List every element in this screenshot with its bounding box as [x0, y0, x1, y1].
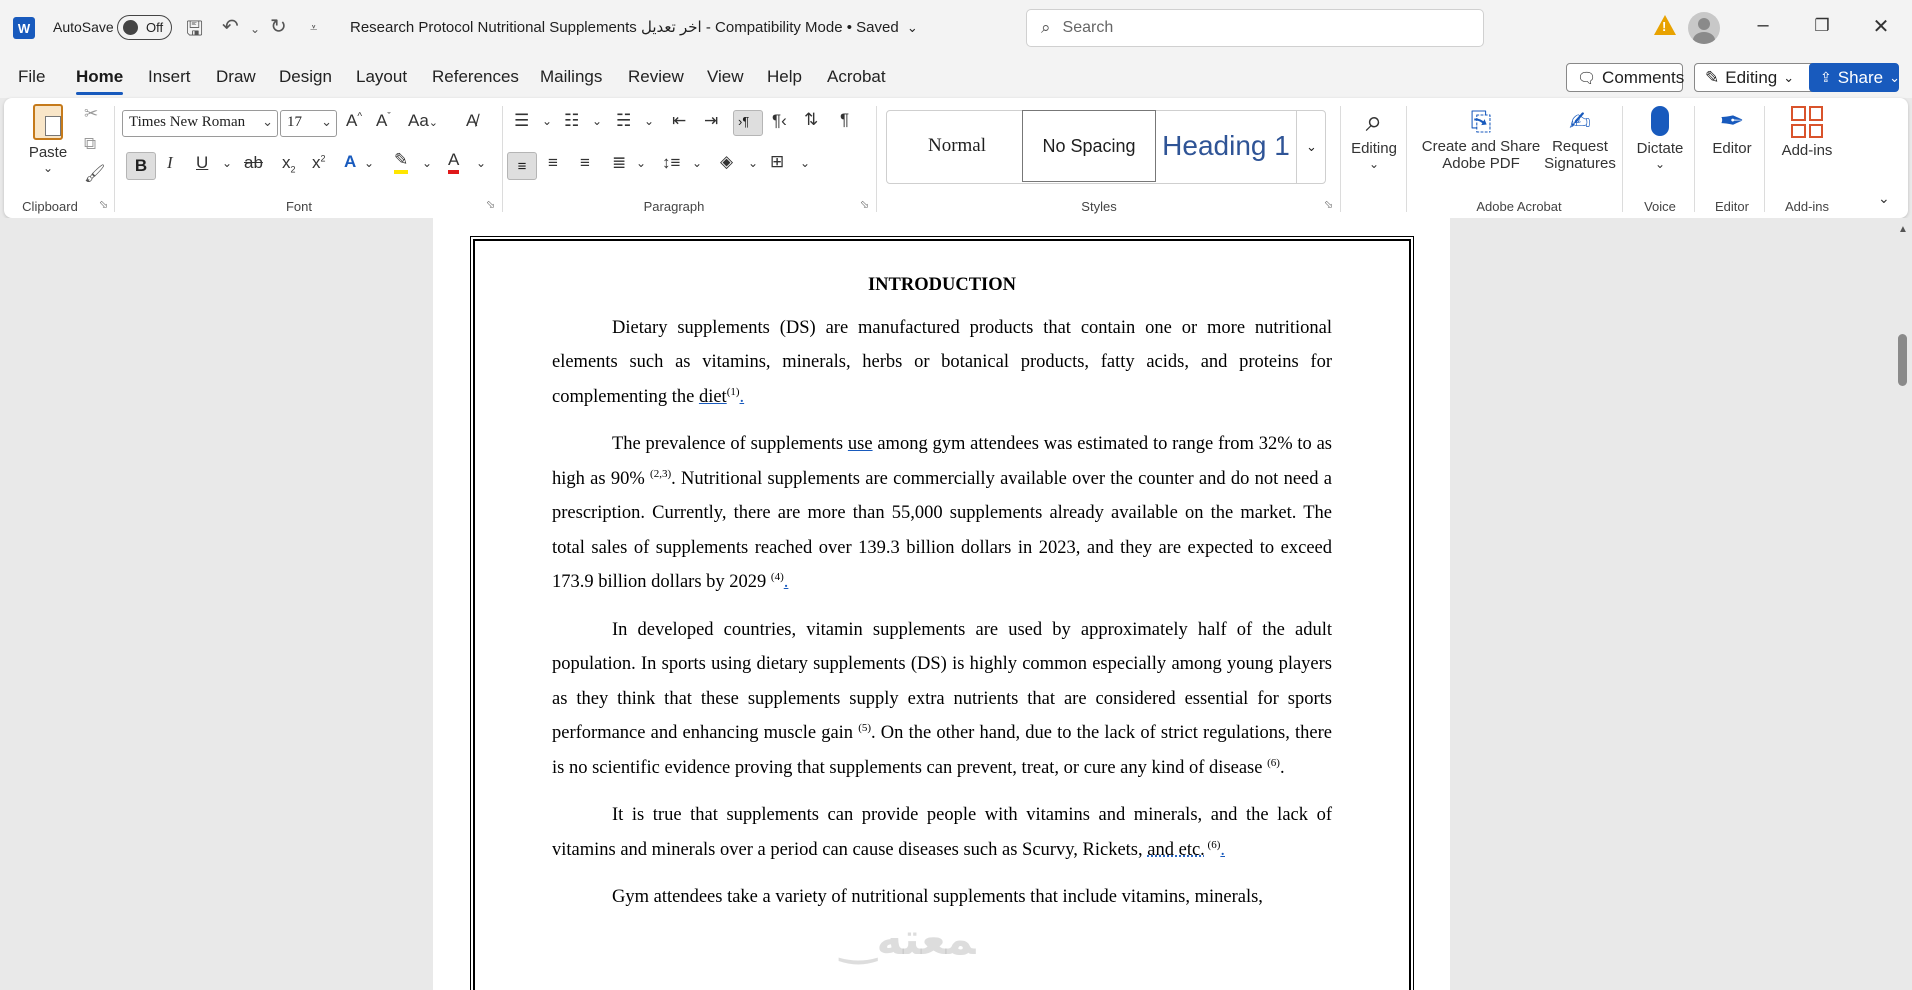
word-app-icon[interactable]: W: [13, 17, 35, 39]
decrease-indent-icon[interactable]: ⇤: [672, 111, 687, 130]
highlight-icon[interactable]: ✎: [394, 150, 408, 174]
group-divider: [1340, 106, 1341, 212]
dictate-label: Dictate: [1636, 140, 1684, 157]
group-divider: [1622, 106, 1623, 212]
text-effects-icon[interactable]: A: [344, 152, 357, 171]
paragraph-3-end: .: [1279, 757, 1285, 778]
undo-dropdown-icon[interactable]: ⌄: [250, 22, 261, 36]
multilevel-list-icon[interactable]: ☵: [616, 111, 632, 130]
font-size-dropdown[interactable]: [280, 110, 337, 137]
title-bar: [0, 0, 1912, 56]
vertical-scrollbar[interactable]: [1894, 218, 1912, 990]
signature-icon: ✍: [1569, 106, 1591, 136]
restore-icon[interactable]: ❐: [1814, 16, 1830, 35]
paragraph-group-label: Paragraph: [643, 199, 705, 214]
autosave-state: Off: [146, 20, 164, 35]
tab-layout[interactable]: Layout: [356, 67, 408, 86]
align-right-icon[interactable]: ≡: [580, 153, 590, 172]
format-painter-icon[interactable]: 🖌: [84, 164, 106, 183]
search-placeholder: Search: [1062, 19, 1114, 36]
group-divider: [1406, 106, 1407, 212]
justify-icon[interactable]: ≣: [612, 153, 627, 172]
group-divider: [114, 106, 115, 212]
paragraph-3-text-a: In developed countries, vitamin supplements are used by approximately half of the adult population. In sports using dietary supplements (DS) is highly common especially among young players as they think that these supplements supply extra nutrients that are considered essential for sports performance and enhancing muscle gain: [552, 619, 1332, 743]
clipboard-launcher-icon[interactable]: ⬂: [99, 199, 109, 211]
editor-label: Editor: [1712, 140, 1752, 157]
clear-formatting-icon[interactable]: A̸: [466, 111, 478, 130]
editing-mode-label: Editing: [1725, 67, 1778, 87]
ribbon: [4, 98, 1908, 218]
font-size-value: 17: [287, 114, 302, 130]
text-effects-dropdown-icon[interactable]: ⌄: [364, 156, 375, 170]
add-ins-grid-icon: [1791, 106, 1823, 138]
chevron-down-icon: ⌄: [1783, 69, 1795, 85]
scrollbar-thumb[interactable]: [1898, 334, 1907, 386]
editor-button[interactable]: [1704, 104, 1760, 157]
chevron-down-icon: ⌄: [321, 114, 332, 129]
line-spacing-icon[interactable]: ↕≡: [662, 153, 681, 172]
tab-view[interactable]: View: [707, 67, 744, 86]
voice-group-label: Voice: [1644, 199, 1676, 214]
shading-icon[interactable]: ◈: [720, 152, 734, 171]
copy-icon[interactable]: ⧉: [84, 134, 97, 153]
find-icon: ⌕: [1365, 105, 1383, 138]
citation-ref: (6): [1267, 756, 1280, 769]
tab-review[interactable]: Review: [628, 67, 684, 86]
cut-icon[interactable]: ✂: [84, 104, 99, 123]
tab-help[interactable]: Help: [767, 67, 802, 86]
avatar[interactable]: [1688, 12, 1720, 44]
paragraph-4-etc: and etc.: [1147, 839, 1205, 860]
search-box[interactable]: [1026, 9, 1484, 47]
share-icon: ⇪: [1820, 69, 1832, 85]
paragraph-5: Gym attendees take a variety of nutritional supplements that include vitamins, minerals,: [612, 887, 1263, 907]
document-canvas[interactable]: [0, 218, 1894, 990]
citation-ref: (6): [1204, 838, 1221, 851]
close-icon[interactable]: ✕: [1872, 16, 1890, 38]
autosave-label: AutoSave: [53, 19, 114, 35]
chevron-down-icon: ⌄: [1368, 157, 1380, 171]
document-title[interactable]: [350, 18, 918, 36]
toggle-knob: [123, 20, 138, 35]
tab-references[interactable]: References: [432, 67, 519, 86]
pencil-icon: ✎: [1705, 67, 1720, 87]
paste-label: Paste: [28, 144, 68, 161]
editing-button[interactable]: [1344, 104, 1404, 171]
tab-insert[interactable]: Insert: [148, 67, 191, 86]
font-name-value: Times New Roman: [129, 114, 246, 130]
shrink-font-icon[interactable]: $A^ˇ$: [376, 111, 391, 130]
group-divider: [502, 106, 503, 212]
paragraph-launcher-icon[interactable]: ⬂: [860, 199, 870, 211]
strikethrough-button[interactable]: ab: [244, 153, 263, 172]
chevron-down-icon: ⌄: [1889, 69, 1901, 85]
line-spacing-dropdown-icon[interactable]: ⌄: [692, 156, 703, 170]
paste-button[interactable]: [26, 104, 70, 175]
document-body[interactable]: [552, 268, 1332, 928]
paragraph-1-word: diet: [698, 386, 727, 407]
font-group-label: Font: [285, 199, 312, 214]
create-share-line1: Create and Share: [1421, 138, 1541, 155]
paragraph-3-text-b: . On the other hand, due to the lack of strict regulations, there is no scientific evidence proving that supplements can prevent, treat, or cure any kind of disease: [552, 723, 1332, 778]
font-color-icon[interactable]: A: [448, 150, 459, 174]
left-to-right-button[interactable]: ›¶: [733, 110, 763, 136]
styles-launcher-icon[interactable]: ⬂: [1324, 199, 1334, 211]
bold-button[interactable]: B: [126, 152, 156, 180]
citation-link[interactable]: .: [1220, 839, 1225, 860]
numbering-dropdown-icon[interactable]: ⌄: [592, 114, 603, 128]
paragraph-2: [552, 427, 1332, 600]
tab-acrobat[interactable]: Acrobat: [827, 67, 886, 86]
style-heading-1[interactable]: Heading 1: [1162, 130, 1290, 161]
chevron-down-icon: ⌄: [1306, 139, 1317, 154]
citation-ref: (4): [770, 570, 784, 583]
align-center-icon[interactable]: ≡: [548, 153, 558, 172]
borders-icon[interactable]: ⊞: [770, 152, 785, 171]
paragraph-4: [552, 798, 1332, 867]
document-title-text: Research Protocol Nutritional Supplements اخر تعديل - Compatibility Mode • Saved: [350, 19, 899, 36]
chevron-down-icon: ⌄: [42, 161, 54, 175]
autosave-toggle[interactable]: [117, 15, 172, 40]
citation-ref: (1): [726, 385, 740, 398]
group-divider: [1764, 106, 1765, 212]
font-name-dropdown[interactable]: [122, 110, 278, 137]
clipboard-group-label: Clipboard: [22, 199, 78, 214]
align-left-button[interactable]: ≡: [507, 152, 537, 180]
styles-more-button[interactable]: [1296, 110, 1326, 184]
share-button[interactable]: [1809, 63, 1899, 92]
citation-link[interactable]: .: [739, 386, 745, 407]
microphone-icon: [1651, 106, 1669, 136]
add-ins-label: Add-ins: [1781, 142, 1833, 159]
collapse-ribbon-icon[interactable]: ⌄: [1878, 190, 1890, 206]
italic-button[interactable]: I: [167, 153, 173, 172]
styles-group-label: Styles: [1081, 199, 1117, 214]
font-color-dropdown-icon[interactable]: ⌄: [476, 156, 487, 170]
share-label: Share: [1837, 67, 1884, 87]
bullets-dropdown-icon[interactable]: ⌄: [542, 114, 553, 128]
paragraph-2-text-c: . Nutritional supplements are commercially available over the counter and do not need a prescription. Currently, there are more than 55,000 supplements already available on the market. The total sales of supplements reached over 139.3 billion dollars in 2023, and they are expected to exceed 173.9 billion dollars by 2029: [552, 468, 1332, 592]
borders-dropdown-icon[interactable]: ⌄: [800, 156, 811, 170]
highlight-dropdown-icon[interactable]: ⌄: [422, 156, 433, 170]
warning-icon[interactable]: [1654, 15, 1676, 35]
paragraph-4-text: It is true that supplements can provide people with vitamins and minerals, and the lack of vitamins and minerals over a period can cause diseases such as Scurvy, Rickets,: [552, 805, 1332, 860]
redo-icon[interactable]: ↻: [270, 16, 287, 38]
customize-toolbar-icon[interactable]: ⩡: [310, 20, 318, 35]
request-signatures-button[interactable]: [1540, 104, 1620, 172]
increase-indent-icon[interactable]: ⇥: [704, 111, 719, 130]
minimize-icon[interactable]: –: [1757, 14, 1769, 36]
request-line2: Signatures: [1544, 155, 1616, 172]
add-ins-group-label: Add-ins: [1784, 199, 1830, 214]
comments-button[interactable]: [1566, 63, 1683, 92]
chevron-down-icon: ⌄: [1654, 157, 1666, 171]
subscript-button[interactable]: $x_2$: [282, 153, 296, 175]
group-divider: [876, 106, 877, 212]
undo-icon[interactable]: ↶: [222, 16, 239, 38]
create-share-line2: Adobe PDF: [1442, 155, 1520, 172]
justify-dropdown-icon[interactable]: ⌄: [636, 156, 647, 170]
pdf-share-icon: ⎘: [1470, 106, 1492, 136]
paragraph-1-text: Dietary supplements (DS) are manufactured products that contain one or more nutritional elements such as vitamins, minerals, herbs or botanical products, fatty acids, and proteins for complementing the: [552, 317, 1332, 407]
change-case-icon[interactable]: Aa⌄: [408, 111, 439, 130]
save-icon[interactable]: 🖫: [186, 18, 204, 40]
editor-group-label: Editor: [1715, 199, 1749, 214]
search-icon: ⌕: [1041, 18, 1051, 37]
underline-button[interactable]: U: [196, 153, 209, 172]
show-formatting-icon[interactable]: ¶: [840, 110, 850, 129]
underline-dropdown-icon[interactable]: ⌄: [222, 156, 233, 170]
acrobat-group-label: Adobe Acrobat: [1476, 199, 1562, 214]
numbering-icon[interactable]: ☷: [564, 111, 580, 130]
dictate-button[interactable]: [1630, 104, 1690, 171]
tab-draw[interactable]: Draw: [216, 67, 256, 86]
clipboard-icon: [33, 104, 63, 140]
comment-icon: 🗨: [1577, 69, 1597, 87]
tab-design[interactable]: Design: [279, 67, 332, 86]
font-launcher-icon[interactable]: ⬂: [486, 199, 496, 211]
tab-mailings[interactable]: Mailings: [540, 67, 603, 86]
citation-ref: (5): [858, 721, 872, 734]
citation-ref: (2,3): [650, 467, 672, 480]
style-no-spacing[interactable]: No Spacing: [1022, 110, 1156, 182]
paragraph-2-text-b: among gym attendees was estimated to range from 32% to as high as 90%: [552, 434, 1332, 489]
shading-dropdown-icon[interactable]: ⌄: [748, 156, 759, 170]
grow-font-icon[interactable]: A^: [346, 111, 363, 130]
paragraph-3: [552, 613, 1332, 786]
sort-icon[interactable]: ⇅: [804, 110, 819, 129]
request-line1: Request: [1552, 138, 1608, 155]
watermark-logo: ‿ﻤﻌﺘﻪ: [840, 915, 976, 964]
bullets-icon[interactable]: ☰: [514, 111, 530, 130]
create-share-pdf-button[interactable]: [1416, 104, 1546, 172]
editor-pen-icon: ✒: [1719, 105, 1745, 138]
scroll-up-icon[interactable]: ▲: [1898, 224, 1908, 235]
right-to-left-icon[interactable]: ¶‹: [772, 111, 787, 130]
editing-label: Editing: [1351, 140, 1397, 157]
citation-link[interactable]: .: [783, 572, 789, 592]
style-normal[interactable]: Normal: [927, 135, 987, 156]
add-ins-button[interactable]: [1774, 104, 1840, 159]
group-divider: [1694, 106, 1695, 212]
superscript-button[interactable]: $x^2$: [312, 153, 326, 172]
warning-glyph: !: [1662, 19, 1667, 34]
section-heading: INTRODUCTION: [867, 275, 1017, 295]
comments-label: Comments: [1602, 67, 1685, 87]
chevron-down-icon: ⌄: [906, 20, 918, 35]
paragraph-2-text-a: The prevalence of supplements: [612, 434, 848, 454]
tab-home[interactable]: Home: [76, 67, 124, 86]
tab-file[interactable]: File: [18, 67, 46, 86]
paragraph-1: [552, 311, 1332, 415]
multilevel-dropdown-icon[interactable]: ⌄: [644, 114, 655, 128]
paragraph-2-word: use: [847, 434, 873, 454]
chevron-down-icon: ⌄: [262, 114, 273, 129]
